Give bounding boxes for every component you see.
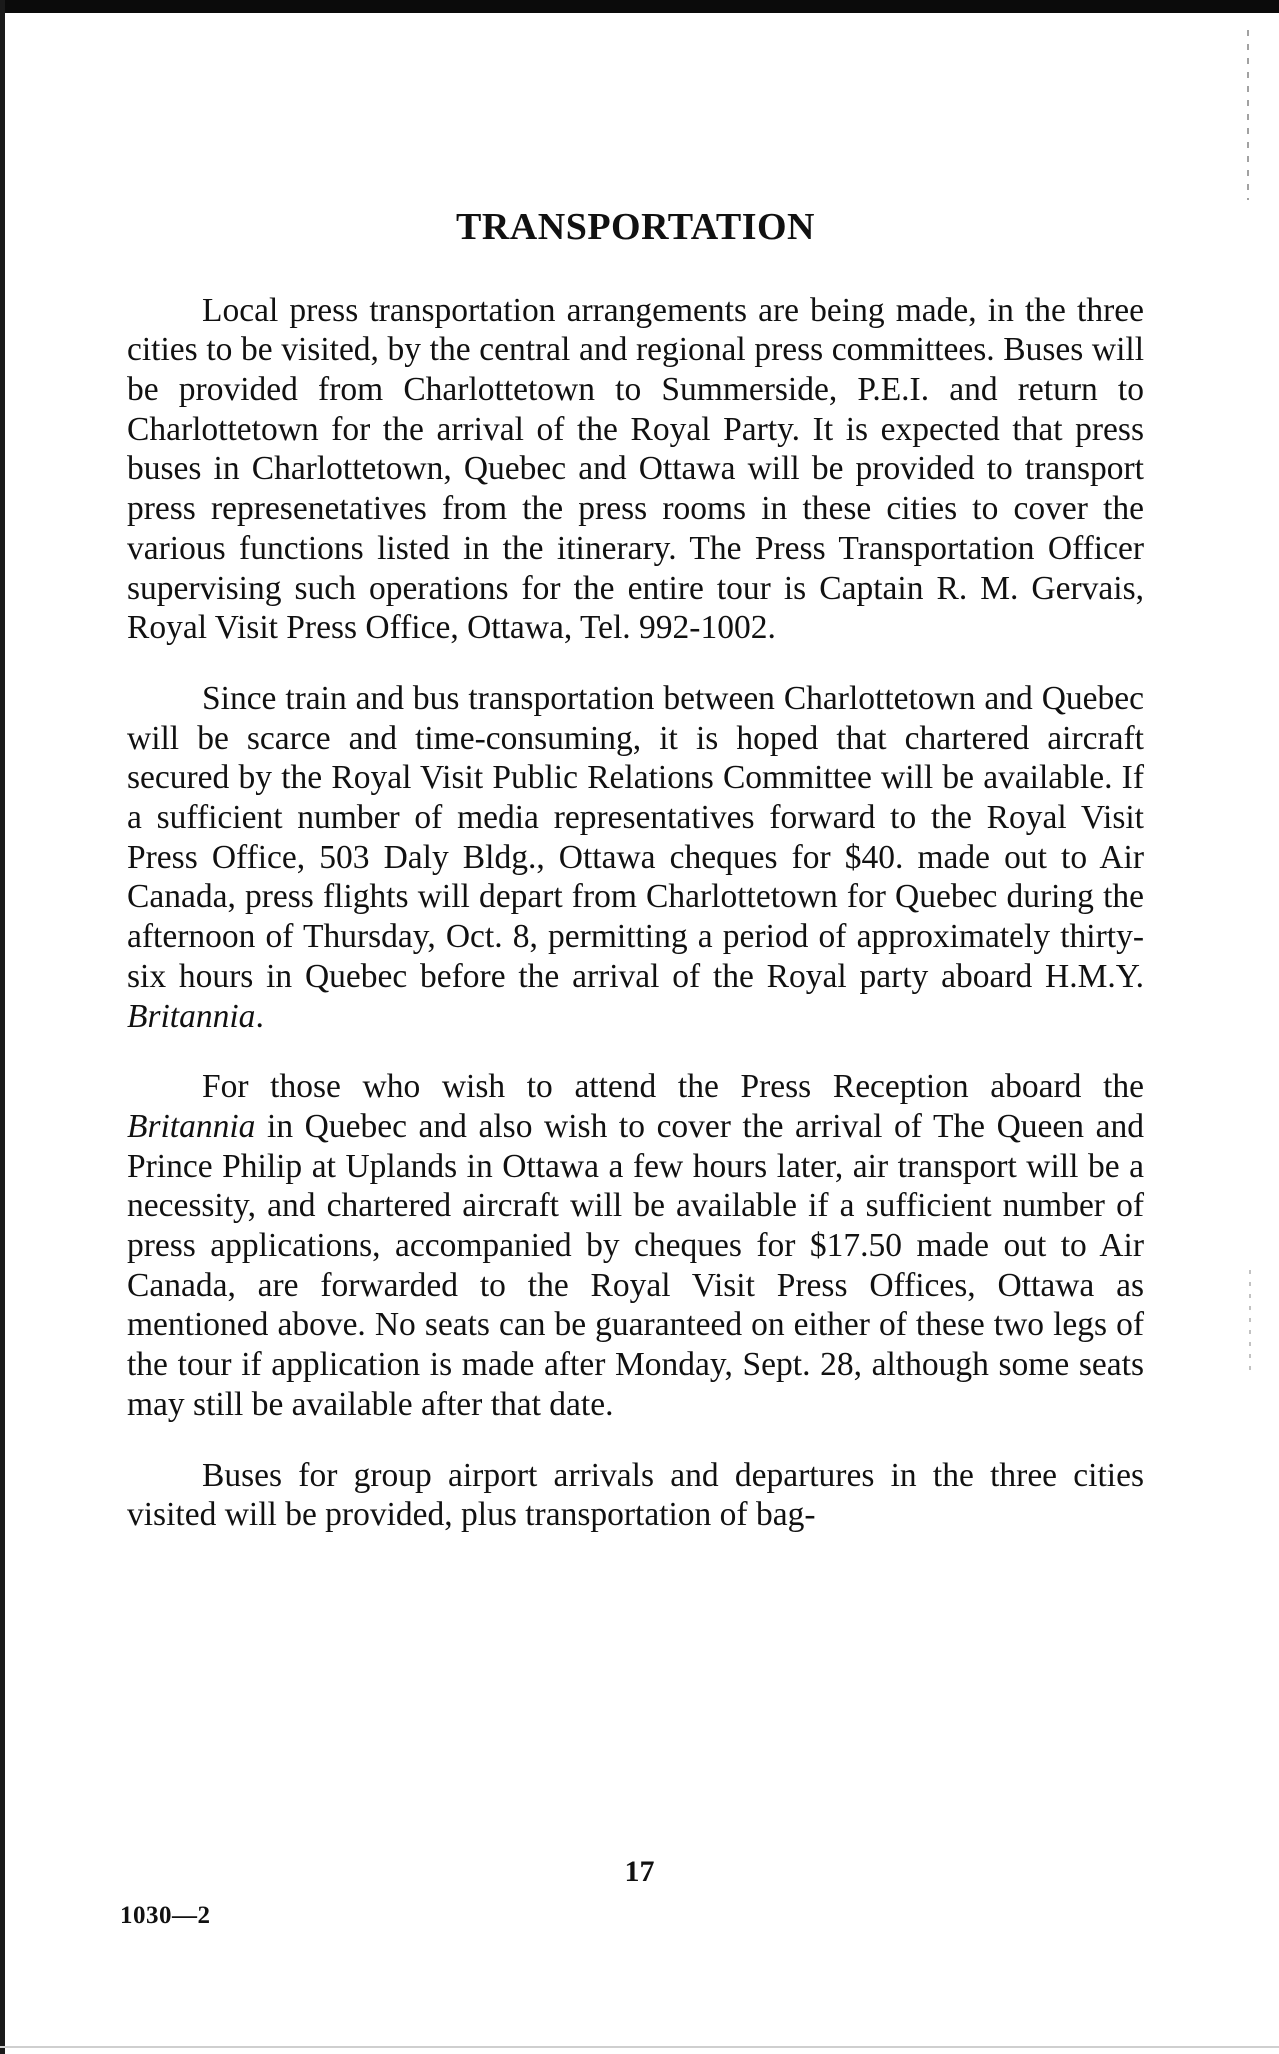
scan-left-border <box>0 0 5 2054</box>
scan-right-edge-mark <box>1247 30 1249 200</box>
paragraph-3-text-start: For those who wish to attend the Press Reception aboard the <box>202 1068 1144 1106</box>
scan-bottom-edge <box>0 2046 1279 2048</box>
paragraph-2-end: . <box>255 997 264 1035</box>
page-title: TRANSPORTATION <box>456 206 815 248</box>
paragraph-1: Local press transportation arrangements are being made, in the three cities to be visited, by the central and regional press committees. Buses will be provided from Charlottetown to Summerside, P.E.I. and return to Charlottetown for the arrival of the Royal Party. It is expected that press buses in Charlottetown, Quebec and Ottawa will be provided to transport press represenetatives from the press rooms in these cities to cover the various functions listed in the itinerary. The Press Transportation Officer supervising such operations for the entire tour is Captain R. M. Gervais, Royal Visit Press Office, Ottawa, Tel. 992-1002. <box>127 291 1144 647</box>
scan-top-border <box>0 0 1279 13</box>
page-body <box>127 205 1144 1566</box>
ship-name-italic: Britannia <box>127 997 256 1035</box>
form-code: 1030—2 <box>120 1902 211 1929</box>
paragraph-3-text-end: in Quebec and also wish to cover the arrival of The Queen and Prince Philip at Uplands in Ottawa a few hours later, air transport will be a necessity, and chartered aircraft will be available if a sufficient number of press applications, accompanied by cheques for $17.50 made out to Air Canada, are forwarded to the Royal Visit Press Offices, Ottawa as mentioned above. No seats can be guaranteed on either of these two legs of the tour if application is made after Monday, Sept. 28, although some seats may still be available after that date. <box>127 1107 1144 1423</box>
ship-name-italic: Britannia <box>127 1107 256 1145</box>
page-number: 17 <box>624 1855 655 1888</box>
paragraph-2 <box>127 679 1144 1036</box>
paragraph-2-text: Since train and bus transportation between Charlottetown and Quebec will be scarce and time-consuming, it is hoped that chartered aircraft secured by the Royal Visit Public Relations Committee will be available. If a sufficient number of media representatives forward to the Royal Visit Press Office, 503 Daly Bldg., Ottawa cheques for $40. made out to Air Canada, press flights will depart from Charlottetown for Quebec during the afternoon of Thursday, Oct. 8, permitting a period of approximately thirty-six hours in Quebec before the arrival of the Royal party aboard H.M.Y. <box>127 679 1144 995</box>
paragraph-4: Buses for group airport arrivals and departures in the three cities visited will be provided, plus transportation of bag- <box>127 1456 1144 1534</box>
paragraph-3 <box>127 1067 1144 1424</box>
scan-right-edge-mark <box>1249 1270 1251 1370</box>
